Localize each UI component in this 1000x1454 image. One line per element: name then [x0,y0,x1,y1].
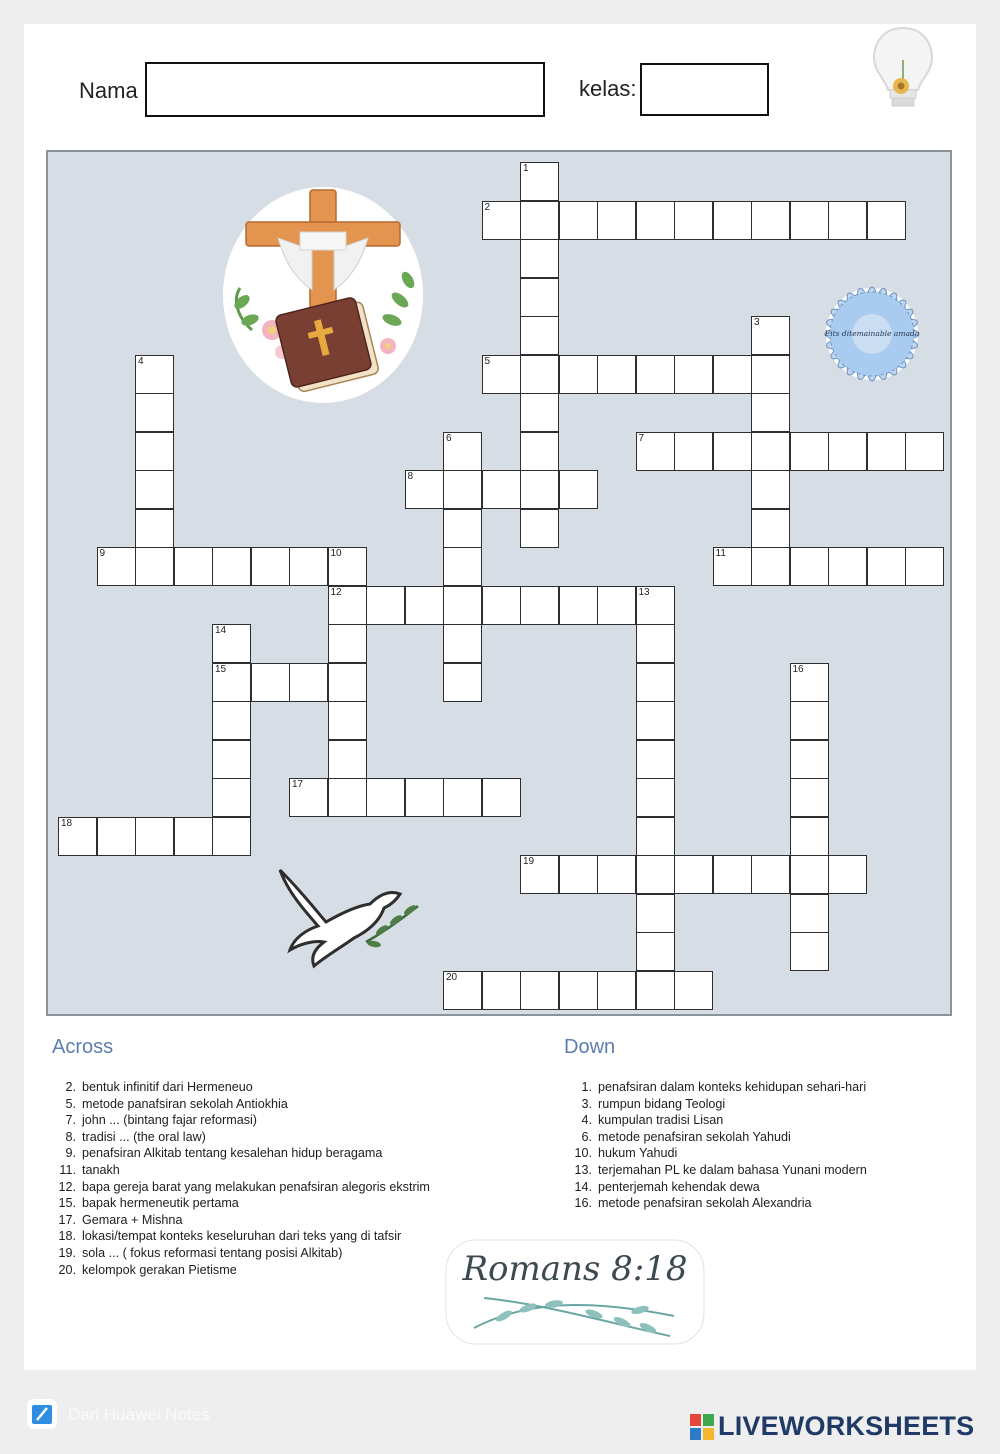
crossword-cell[interactable] [790,701,829,740]
clue-item-text: bapak hermeneutik pertama [82,1196,239,1211]
crossword-cell[interactable] [405,470,444,509]
crossword-cell[interactable] [713,201,752,240]
crossword-cell[interactable] [636,586,675,625]
clue-item-number: 17. [58,1212,76,1227]
crossword-cell[interactable] [97,547,136,586]
crossword-cell[interactable] [597,855,636,894]
crossword-cell[interactable] [828,855,867,894]
clue-number: 12 [330,586,342,598]
crossword-cell[interactable] [212,817,251,856]
clue-item [570,1195,867,1212]
clue-number: 13 [638,586,650,598]
clue-item-number: 14. [574,1179,592,1194]
clue-item [54,1195,430,1212]
crossword-cell[interactable] [135,817,174,856]
crossword-cell[interactable] [443,971,482,1010]
crossword-cell[interactable] [636,778,675,817]
crossword-cell[interactable] [366,586,405,625]
clue-item-number: 13. [574,1162,592,1177]
crossword-cell[interactable] [751,855,790,894]
clue-item [570,1079,867,1096]
crossword-cell[interactable] [790,547,829,586]
crossword-cell[interactable] [559,971,598,1010]
lightbulb-icon [868,24,938,120]
clue-item-text: penterjemah kehendak dewa [598,1179,760,1194]
name-label: Nama [79,78,138,103]
crossword-cell[interactable] [674,355,713,394]
crossword-cell[interactable] [636,894,675,933]
crossword-cell[interactable] [174,817,213,856]
crossword-cell[interactable] [174,547,213,586]
crossword-cell[interactable] [751,393,790,432]
crossword-cell[interactable] [212,624,251,663]
clue-item-text: Gemara + Mishna [82,1212,183,1227]
class-label: kelas: [579,76,637,101]
crossword-cell[interactable] [636,971,675,1010]
crossword-cell[interactable] [713,547,752,586]
crossword-cell[interactable] [520,278,559,317]
clue-item-text: metode penafsiran sekolah Yahudi [598,1129,791,1144]
clue-item [570,1145,867,1162]
clue-item [54,1129,430,1146]
clue-item-text: kelompok gerakan Pietisme [82,1262,237,1277]
crossword-cell[interactable] [520,201,559,240]
crossword-cell[interactable] [97,817,136,856]
clue-item [570,1112,867,1129]
clue-item-number: 11. [59,1162,76,1177]
crossword-cell[interactable] [790,894,829,933]
crossword-cell[interactable] [482,201,521,240]
crossword-cell[interactable] [520,393,559,432]
flower-caption: Eits ditemainable amada [824,329,920,338]
clue-item [570,1129,867,1146]
crossword-cell[interactable] [790,932,829,971]
crossword-cell[interactable] [443,547,482,586]
liveworksheets-logo: LIVEWORKSHEETS [718,1411,975,1441]
clue-item [54,1179,430,1196]
crossword-cell[interactable] [636,663,675,702]
clue-number: 3 [754,317,760,328]
crossword-cell[interactable] [289,547,328,586]
crossword-cell[interactable] [597,971,636,1010]
crossword-cell[interactable] [559,355,598,394]
crossword-cell[interactable] [443,509,482,548]
clue-item-number: 2. [65,1080,76,1094]
crossword-cell[interactable] [520,162,559,201]
crossword-cell[interactable] [212,701,251,740]
crossword-cell[interactable] [751,355,790,394]
clue-item-text: hukum Yahudi [598,1146,678,1161]
clue-item-number: 8. [65,1129,76,1144]
clue-number: 16 [792,663,804,675]
clue-item [570,1179,867,1196]
daisy-sticker-icon [824,286,920,382]
crossword-cell[interactable] [212,663,251,702]
crossword-cell[interactable] [751,470,790,509]
clue-number: 2 [484,201,491,213]
clue-item [54,1145,430,1162]
footer-note: Dari Huawei Notes [68,1405,210,1424]
clue-number: 11 [715,548,726,559]
crossword-cell[interactable] [405,586,444,625]
clue-item-text: tanakh [82,1162,120,1177]
crossword-cell[interactable] [751,547,790,586]
crossword-cell[interactable] [636,932,675,971]
crossword-cell[interactable] [636,432,675,471]
crossword-cell[interactable] [443,586,482,625]
crossword-cell[interactable] [520,432,559,471]
crossword-cell[interactable] [212,547,251,586]
clue-item [54,1112,430,1129]
crossword-cell[interactable] [674,971,713,1010]
class-input[interactable] [640,63,769,116]
clue-item-text: penafsiran dalam konteks kehidupan sehari-hari [598,1080,867,1094]
crossword-cell[interactable] [328,586,367,625]
clue-number: 14 [215,625,227,636]
crossword-cell[interactable] [559,470,598,509]
clue-item-text: john ... (bintang fajar reformasi) [82,1113,257,1128]
crossword-cell[interactable] [289,663,328,702]
crossword-cell[interactable] [674,855,713,894]
crossword-cell[interactable] [828,201,867,240]
crossword-cell[interactable] [520,509,559,548]
clue-number: 18 [61,817,73,829]
crossword-cell[interactable] [328,547,367,586]
clue-number: 4 [138,355,144,367]
crossword-cell[interactable] [135,509,174,548]
crossword-cell[interactable] [790,432,829,471]
crossword-cell[interactable] [790,201,829,240]
crossword-cell[interactable] [790,817,829,856]
clue-item-text: metode penafsiran sekolah Alexandria [598,1196,812,1211]
clue-number: 20 [446,971,458,983]
crossword-cell[interactable] [636,740,675,779]
crossword-cell[interactable] [443,470,482,509]
crossword-cell[interactable] [790,740,829,779]
clue-item [54,1245,430,1262]
crossword-cell[interactable] [751,316,790,355]
clue-item [54,1262,430,1279]
crossword-cell[interactable] [674,432,713,471]
clue-item-text: rumpun bidang Teologi [598,1096,726,1111]
crossword-cell[interactable] [135,355,174,394]
clue-item-number: 9. [65,1146,76,1161]
clue-item-text: bentuk infinitif dari Hermeneuo [82,1080,253,1094]
crossword-cell[interactable] [520,316,559,355]
crossword-cell[interactable] [482,470,521,509]
clue-number: 7 [638,432,645,444]
crossword-cell[interactable] [328,740,367,779]
crossword-cell[interactable] [867,432,906,471]
crossword-cell[interactable] [636,855,675,894]
clue-number: 10 [330,548,342,559]
clue-item-number: 4. [581,1113,592,1128]
crossword-cell[interactable] [828,547,867,586]
clue-item-number: 12. [58,1179,76,1194]
crossword-cell[interactable] [212,740,251,779]
notes-app-icon [26,1398,58,1430]
crossword-cell[interactable] [597,355,636,394]
crossword-cell[interactable] [251,547,290,586]
clue-item [54,1212,430,1229]
crossword-cell[interactable] [597,586,636,625]
crossword-cell[interactable] [212,778,251,817]
crossword-cell[interactable] [636,817,675,856]
crossword-cell[interactable] [790,855,829,894]
crossword-cell[interactable] [443,778,482,817]
clue-item-text: bapa gereja barat yang melakukan penafsiran alegoris ekstrim [82,1179,430,1194]
clue-number: 19 [523,856,535,867]
crossword-cell[interactable] [405,778,444,817]
crossword-cell[interactable] [289,778,328,817]
name-input[interactable] [145,62,545,117]
clue-item [54,1228,430,1245]
clue-item [570,1096,867,1113]
crossword-cell[interactable] [905,547,944,586]
crossword-cell[interactable] [135,470,174,509]
clue-item-number: 7. [65,1113,76,1128]
clue-item-text: metode panafsiran sekolah Antiokhia [82,1096,288,1111]
across-heading: Across [52,1036,114,1058]
crossword-cell[interactable] [520,470,559,509]
crossword-cell[interactable] [328,663,367,702]
clue-number: 5 [484,355,491,367]
verse-caption: Romans 8:18 [462,1249,688,1289]
crossword-cell[interactable] [713,855,752,894]
clue-item-number: 1. [581,1080,592,1094]
cross-bible-sticker-icon [220,180,426,406]
clue-number: 15 [215,663,227,675]
crossword-cell[interactable] [482,971,521,1010]
crossword-cell[interactable] [520,855,559,894]
clue-item-number: 18. [58,1229,76,1244]
crossword-cell[interactable] [251,663,290,702]
crossword-cell[interactable] [713,355,752,394]
liveworksheets-logo-icon [690,1414,714,1440]
clue-item-number: 15. [58,1196,76,1211]
down-clue-list [570,1079,867,1212]
clue-item-text: lokasi/tempat konteks keseluruhan dari teks yang di tafsir [82,1229,402,1244]
crossword-cell[interactable] [366,778,405,817]
crossword-cell[interactable] [135,393,174,432]
down-heading: Down [564,1036,616,1058]
clue-item-number: 10. [574,1146,592,1161]
crossword-cell[interactable] [751,201,790,240]
crossword-cell[interactable] [135,547,174,586]
crossword-cell[interactable] [636,355,675,394]
crossword-cell[interactable] [867,201,906,240]
clue-item-number: 6. [581,1129,592,1144]
crossword-cell[interactable] [559,586,598,625]
crossword-cell[interactable] [713,432,752,471]
crossword-cell[interactable] [559,201,598,240]
crossword-cell[interactable] [636,201,675,240]
crossword-cell[interactable] [905,432,944,471]
crossword-cell[interactable] [828,432,867,471]
crossword-cell[interactable] [58,817,97,856]
clue-item [54,1079,430,1096]
clue-item-number: 19. [58,1245,76,1260]
crossword-cell[interactable] [443,432,482,471]
clue-item [54,1096,430,1113]
crossword-cell[interactable] [520,971,559,1010]
clue-item-number: 5. [65,1096,76,1111]
clue-item-text: tradisi ... (the oral law) [82,1129,206,1144]
crossword-cell[interactable] [559,855,598,894]
clue-number: 8 [407,471,414,482]
crossword-cell[interactable] [674,201,713,240]
dove-sticker-icon [270,860,430,982]
clue-number: 6 [446,432,452,444]
clue-item-text: kumpulan tradisi Lisan [598,1113,724,1128]
crossword-cell[interactable] [482,355,521,394]
crossword-cell[interactable] [790,663,829,702]
crossword-cell[interactable] [867,547,906,586]
crossword-cell[interactable] [520,239,559,278]
clue-item-text: penafsiran Alkitab tentang kesalehan hidup beragama [82,1146,383,1161]
crossword-board [46,150,952,1016]
crossword-cell[interactable] [328,778,367,817]
crossword-cell[interactable] [751,432,790,471]
clue-number: 1 [523,163,529,174]
clue-item [570,1162,867,1179]
clue-item-text: sola ... ( fokus reformasi tentang posisi Alkitab) [82,1245,343,1260]
crossword-cell[interactable] [751,509,790,548]
clue-item-number: 16. [574,1196,592,1211]
crossword-cell[interactable] [443,624,482,663]
across-clue-list [54,1079,430,1278]
crossword-cell[interactable] [636,701,675,740]
crossword-cell[interactable] [482,586,521,625]
crossword-cell[interactable] [328,701,367,740]
clue-item-text: terjemahan PL ke dalam bahasa Yunani modern [598,1162,867,1177]
crossword-cell[interactable] [520,586,559,625]
crossword-cell[interactable] [520,355,559,394]
crossword-cell[interactable] [636,624,675,663]
clue-number: 9 [99,548,106,559]
crossword-cell[interactable] [597,201,636,240]
clue-number: 17 [292,779,304,790]
clue-item [54,1162,430,1179]
crossword-cell[interactable] [790,778,829,817]
verse-sticker-icon [444,1238,706,1346]
clue-item-number: 20. [58,1262,76,1277]
crossword-cell[interactable] [328,624,367,663]
crossword-cell[interactable] [443,663,482,702]
crossword-cell[interactable] [482,778,521,817]
clue-item-number: 3. [581,1096,592,1111]
crossword-cell[interactable] [135,432,174,471]
